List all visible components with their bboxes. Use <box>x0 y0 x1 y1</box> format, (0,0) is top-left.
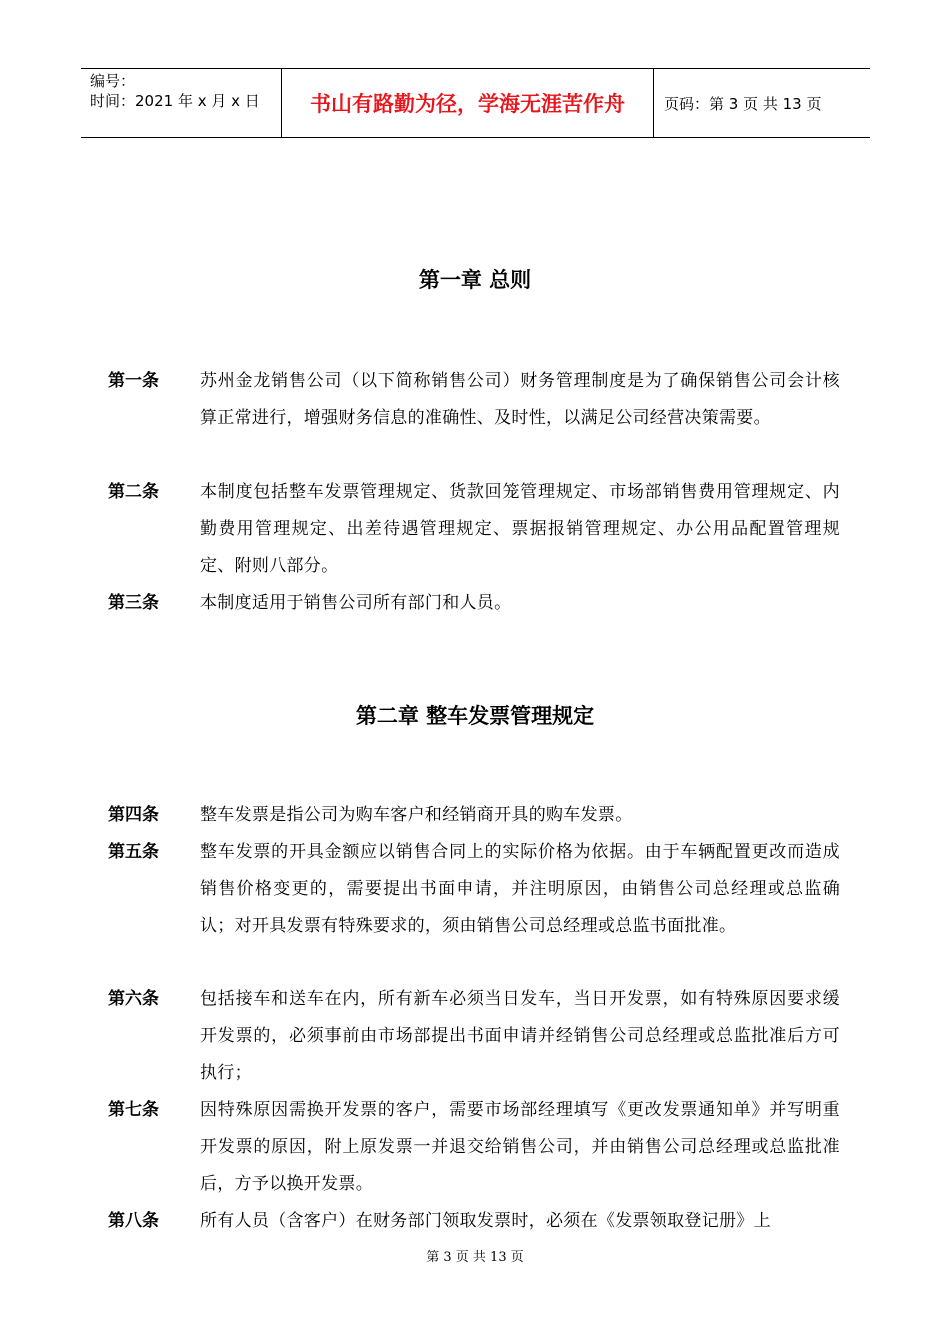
time-label: 时间：2021 年 x 月 x 日 <box>90 92 260 110</box>
article-label: 第八条 <box>108 1211 159 1231</box>
article-label: 第三条 <box>108 593 159 613</box>
article-text: 本制度包括整车发票管理规定、货款回笼管理规定、市场部销售费用管理规定、内勤费用管理规定、出差待遇管理规定、票据报销管理规定、办公用品配置管理规定、附则八部分。 <box>200 482 840 576</box>
header-motto: 书山有路勤为径，学海无涯苦作舟 <box>282 69 654 137</box>
article-text: 整车发票是指公司为购车客户和经销商开具的购车发票。 <box>200 805 633 825</box>
header-page-label: 页码：第 3 页 共 13 页 <box>664 94 822 113</box>
article-text: 本制度适用于销售公司所有部门和人员。 <box>200 593 512 613</box>
article-text: 包括接车和送车在内，所有新车必须当日发车，当日开发票，如有特殊原因要求缓开发票的，必须事前由市场部提出书面申请并经销售公司总经理或总监批准后方可执行； <box>200 989 840 1083</box>
chapter-1-title: 第一章 总则 <box>418 268 532 292</box>
document-header <box>81 68 870 138</box>
article-text: 所有人员（含客户）在财务部门领取发票时，必须在《发票领取登记册》上 <box>200 1211 771 1231</box>
article-label: 第四条 <box>108 805 159 825</box>
article-label: 第五条 <box>108 842 159 862</box>
article-label: 第二条 <box>108 482 159 502</box>
number-label: 编号： <box>90 72 136 90</box>
article-label: 第七条 <box>108 1100 159 1120</box>
article-text: 因特殊原因需换开发票的客户，需要市场部经理填写《更改发票通知单》并写明重开发票的原因，附上原发票一并退交给销售公司，并由销售公司总经理或总监批准后，方予以换开发票。 <box>200 1100 840 1194</box>
chapter-2-title: 第二章 整车发票管理规定 <box>355 704 595 728</box>
article-text: 苏州金龙销售公司（以下简称销售公司）财务管理制度是为了确保销售公司会计核算正常进行，增强财务信息的准确性、及时性，以满足公司经营决策需要。 <box>200 371 840 428</box>
page-footer: 第 3 页 共 13 页 <box>426 1250 524 1265</box>
article-label: 第六条 <box>108 989 159 1009</box>
header-meta <box>81 69 282 137</box>
article-text: 整车发票的开具金额应以销售合同上的实际价格为依据。由于车辆配置更改而造成销售价格变更的，需要提出书面申请，并注明原因，由销售公司总经理或总监确认；对开具发票有特殊要求的，须由销售公司总经理或总监书面批准。 <box>200 842 840 936</box>
article-label: 第一条 <box>108 371 159 391</box>
